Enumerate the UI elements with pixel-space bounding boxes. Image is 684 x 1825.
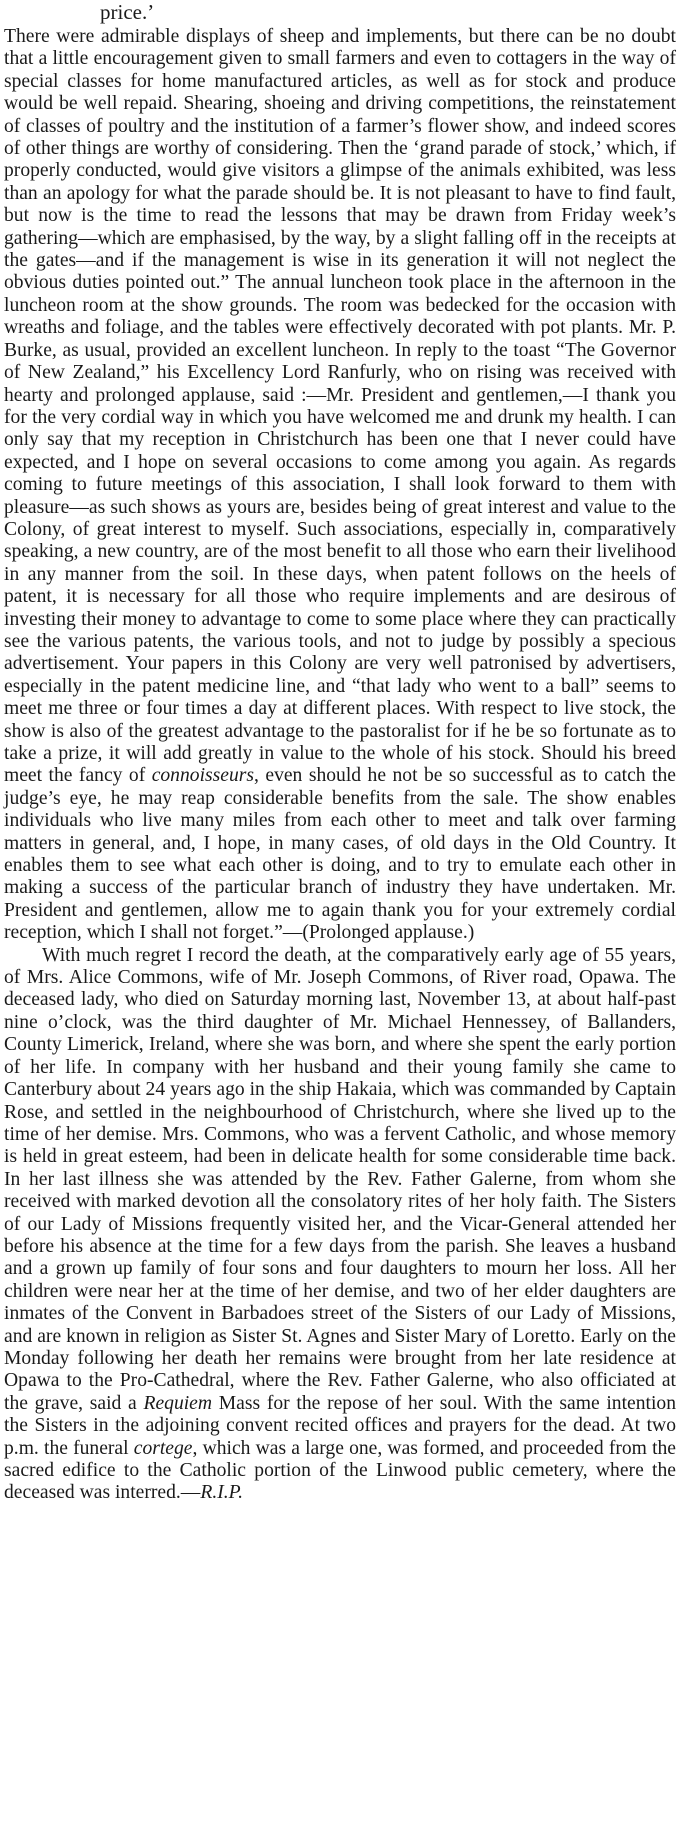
italic-rip: R.I.P.: [200, 1482, 244, 1504]
italic-word-connoisseurs: connoisseurs: [151, 765, 255, 787]
text-segment: There were admirable displays of sheep and implements, but there can be no doubt that a little encouragement given to small farmers and even to cottagers in the way of special classes for home manufactured articles, as well as for stock and produce would be well repaid. Shearing, shoeing and driving competitions, the reinstatement of classes of poultry and the institution of a farmer’s flower show, and indeed scores of other things are worthy of considering. Then the ‘grand parade of stock,’ which, if properly conducted, would give visitors a glimpse of the animals exhibited, was less than an apology for what the parade should be. It is not pleasant to have to find fault, but now is the time to read the lessons that may be drawn from Friday week’s gathering—which are emphasised, by the way, by a slight falling off in the receipts at the gates—and if the management is wise in its generation it will not neglect the obvious duties pointed out.” The annual luncheon took place in the afternoon in the luncheon room at the show grounds. The room was bedecked for the occasion with wreaths and foliage, and the tables were effectively decorated with pot plants. Mr. P. Burke, as usual, provided an excellent luncheon. In reply to the toast “The Governor of New Zealand,” his Excellency Lord Ranfurly, who on rising was received with hearty and prolonged applause, said :—Mr. President and gentlemen,—I thank you for the very cordial way in which you have welcomed me and drunk my health. I can only say that my reception in Christchurch has been one that I never could have expected, and I hope on several occasions to come among you again. As regards coming to future meetings of this association, I shall look forward to them with pleasure—as such shows as yours are, besides being of great interest and value to the Colony, of great interest to myself. Such associations, especially in, comparatively speaking, a new country, are of the most benefit to all those who earn their livelihood in any manner from the soil. In these days, when patent follows on the heels of patent, it is necessary for all those who require implements and are desirous of investing their money to advantage to come to some place where they can practically see the various patents, the various tools, and not to judge by possibly a specious advertisement. Your papers in this Colony are very well patronised by advertisers, especially in the patent medicine line, and “that lady who went to a ball” seems to meet me three or four times a day at different places. With respect to live stock, the show is also of the greatest advantage to the pastoralist for if he be so fortunate as to take a prize, it will add greatly in value to the whole of his stock. Should his breed meet the fancy of: [4, 26, 676, 787]
show-report-paragraph: [4, 26, 676, 945]
italic-word-cortege: cortege: [133, 1437, 193, 1459]
italic-word-requiem: Requiem: [143, 1392, 213, 1414]
obituary-paragraph: [4, 945, 676, 1505]
continued-line: price.’: [100, 0, 155, 24]
text-segment: Mass for the repose of her soul. With the same intention the Sisters in the adjoining convent recited offices and prayers for the dead. At two p.m. the funeral: [4, 1392, 677, 1459]
text-segment: , even should he not be so successful as to catch the judge’s eye, he may reap considerable benefits from the sale. The show enables individuals who live many miles from each other to meet and talk over farming matters in general, and, I hope, in many cases, of old days in the Old Country. It enables them to see what each other is doing, and to try to emulate each other in making a success of the particular branch of industry they have undertaken. Mr. President and gentlemen, allow me to again thank you for your extremely cordial reception, which I shall not forget.”—(Prolonged applause.): [4, 765, 676, 944]
text-segment: , which was a large one, was formed, and proceeded from the sacred edifice to the Catholic portion of the Linwood public cemetery, where the deceased was interred.—: [4, 1437, 677, 1504]
text-segment: With much regret I record the death, at the comparatively early age of 55 years, of Mrs. Alice Commons, wife of Mr. Joseph Commons, of River road, Opawa. The deceased lady, who died on Saturday morning last, November 13, at about half-past nine o’clock, was the third daughter of Mr. Michael Hennessey, of Ballanders, County Limerick, Ireland, where she was born, and where she spent the early portion of her life. In company with her husband and their young family she came to Canterbury about 24 years ago in the ship Hakaia, which was commanded by Captain Rose, and settled in the neighbourhood of Christchurch, where she lived up to the time of her demise. Mrs. Commons, who was a fervent Catholic, and whose memory is held in great esteem, had been in delicate health for some considerable time back. In her last illness she was attended by the Rev. Father Galerne, from whom she received with marked devotion all the consolatory rites of her holy faith. The Sisters of our Lady of Missions frequently visited her, and the Vicar-General attended her before his absence at the time for a few days from the parish. She leaves a husband and a grown up family of four sons and four daughters to mourn her loss. All her children were near her at the time of her demise, and two of her elder daughters are inmates of the Convent in Barbadoes street of the Sisters of our Lady of Missions, and are known in religion as Sister St. Agnes and Sister Mary of Loretto. Early on the Monday following her death her remains were brought from her late residence at Opawa to the Pro-Cathedral, where the Rev. Father Galerne, who also officiated at the grave, said a: [4, 944, 676, 1414]
